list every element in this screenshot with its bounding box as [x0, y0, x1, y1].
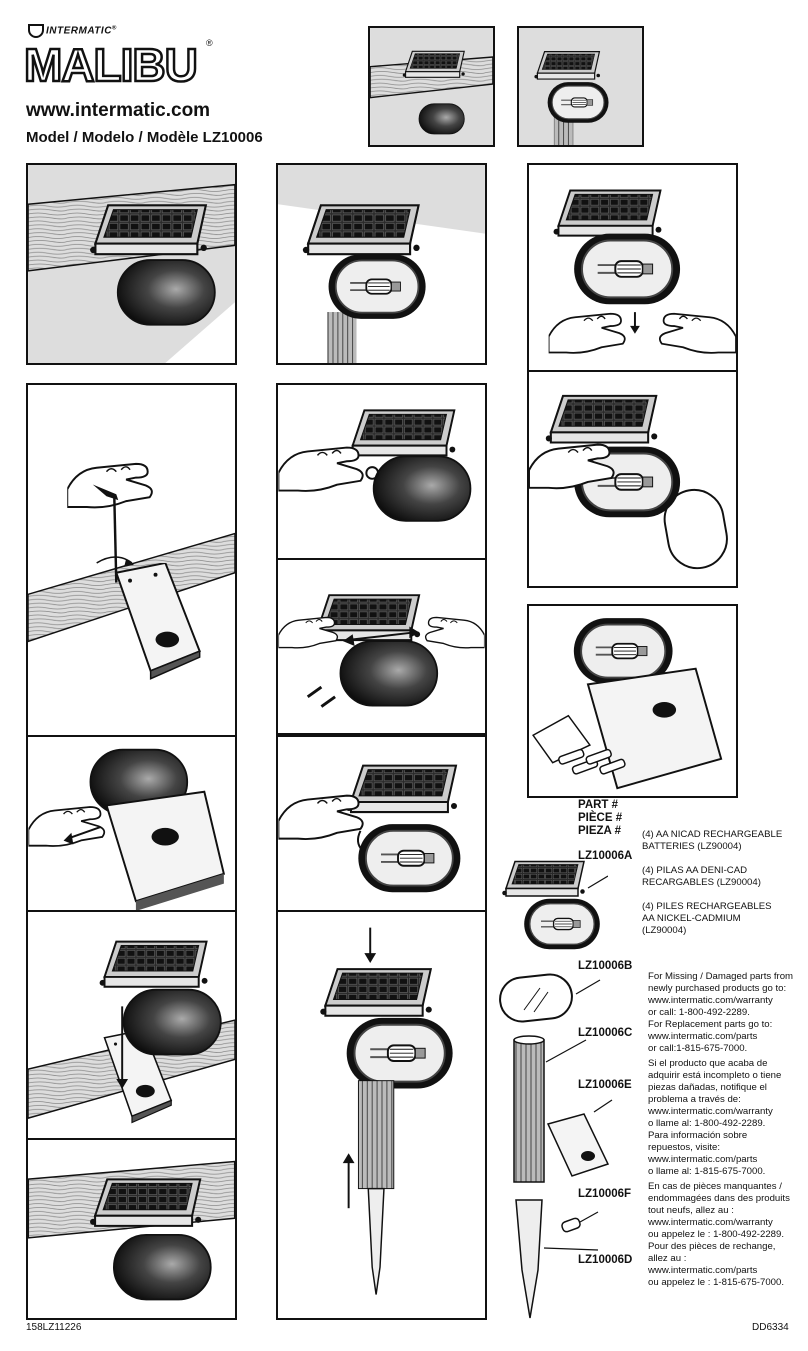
panel-mounted-on-post-small: [517, 26, 644, 147]
illustration-rotate-lamp: [278, 737, 485, 910]
illustration-remove-lens: [529, 372, 736, 586]
part-heading-fr: PIÈCE #: [578, 812, 623, 824]
panel-screw-plate: [26, 383, 237, 737]
support-english: For Missing / Damaged parts from newly purchased products go to: www.intermatic.com/warranty or call: 1-800-492-2289. For Replacement parts go to: www.intermatic.com/parts or call:1-815-675-7000.: [648, 971, 794, 1054]
registered-mark: ®: [206, 38, 213, 48]
illustration-deck-mount-small: [370, 28, 493, 145]
model-number: Model / Modelo / Modèle LZ10006: [26, 129, 263, 146]
part-number-b: LZ10006B: [578, 960, 633, 972]
support-french: En cas de pièces manquantes / endommagées dans des produits tout neufs, allez au : www.intermatic.com/warranty ou appelez le : 1-800-492-2289. Pour des pièces de rechange, allez au : www.intermatic.com/parts ou appelez le : 1-815-675-7000.: [648, 1181, 790, 1288]
illustration-post-mount-open: [278, 165, 485, 363]
intermatic-icon: [28, 24, 44, 38]
panel-stake-assembly: [276, 910, 487, 1320]
panel-remove-lamp-screw: [276, 383, 487, 560]
part-number-f: LZ10006F: [578, 1188, 632, 1200]
illustration-remove-lamp-screw: [278, 385, 485, 558]
illustration-screw-plate: [28, 385, 235, 735]
panel-deck-mount: [26, 163, 237, 365]
battery-description: (4) AA NICAD RECHARGEABLE BATTERIES (LZ90004) (4) PILAS AA DENI-CAD RECARGABLES (LZ90004) (4) PILES RECHARGEABLES AA NICKEL-CADMIUM (LZ90004): [642, 829, 783, 936]
illustration-battery-compartment: [529, 606, 736, 796]
illustration-deck-mount: [28, 165, 235, 363]
illustration-attach-to-plate: [28, 912, 235, 1138]
lens-part-icon: [496, 970, 606, 1030]
mounting-plate-part-icon: [544, 1090, 614, 1180]
footer-right-code: DD6334: [752, 1322, 789, 1333]
part-number-d: LZ10006D: [578, 1254, 633, 1266]
illustration-stake-assembly: [278, 912, 485, 1318]
panel-remove-bulb: [527, 163, 738, 372]
illustration-remove-bulb: [529, 165, 736, 370]
brand-main-logo: MALIBU: [24, 39, 197, 91]
illustration-pull-apart: [278, 560, 485, 733]
footer-left-code: 158LZ11226: [26, 1322, 82, 1333]
support-spanish: Si el producto que acaba de adquirir está incompleto o tiene piezas dañadas, notifique el problema a través de: www.intermatic.com/warranty o llame al: 1-800-492-2289. Para información sobre repuestos, visite: www.intermatic.com/parts o llame al: 1-815-675-7000.: [648, 1058, 782, 1177]
illustration-post-mount-small: [519, 28, 642, 145]
panel-battery-compartment: [527, 604, 738, 798]
panel-rotate-lamp: [276, 735, 487, 912]
illustration-slide-battery-cover: [28, 737, 235, 910]
part-image-a: [498, 852, 608, 960]
panel-pull-apart: [276, 558, 487, 735]
part-heading: [578, 799, 622, 838]
panel-attach-to-plate: [26, 910, 237, 1140]
panel-slide-battery-cover: [26, 735, 237, 912]
part-heading-es: PIEZA #: [578, 825, 622, 837]
part-number-a: LZ10006A: [578, 850, 633, 862]
website-url: www.intermatic.com: [26, 100, 211, 121]
part-image-b: [496, 970, 606, 1030]
illustration-final-deck-mount: [28, 1140, 235, 1318]
panel-mounted-on-deck-small: [368, 26, 495, 147]
panel-final-deck-mount: [26, 1138, 237, 1320]
lamp-head-part-icon: [498, 852, 608, 960]
panel-post-mount-open: [276, 163, 487, 365]
part-image-e: [544, 1090, 614, 1180]
brand-small-logo: INTERMATIC®: [28, 24, 117, 38]
part-number-c: LZ10006C: [578, 1027, 633, 1039]
part-number-e: LZ10006E: [578, 1079, 632, 1091]
part-heading-en: PART #: [578, 799, 619, 811]
panel-remove-lens: [527, 370, 738, 588]
